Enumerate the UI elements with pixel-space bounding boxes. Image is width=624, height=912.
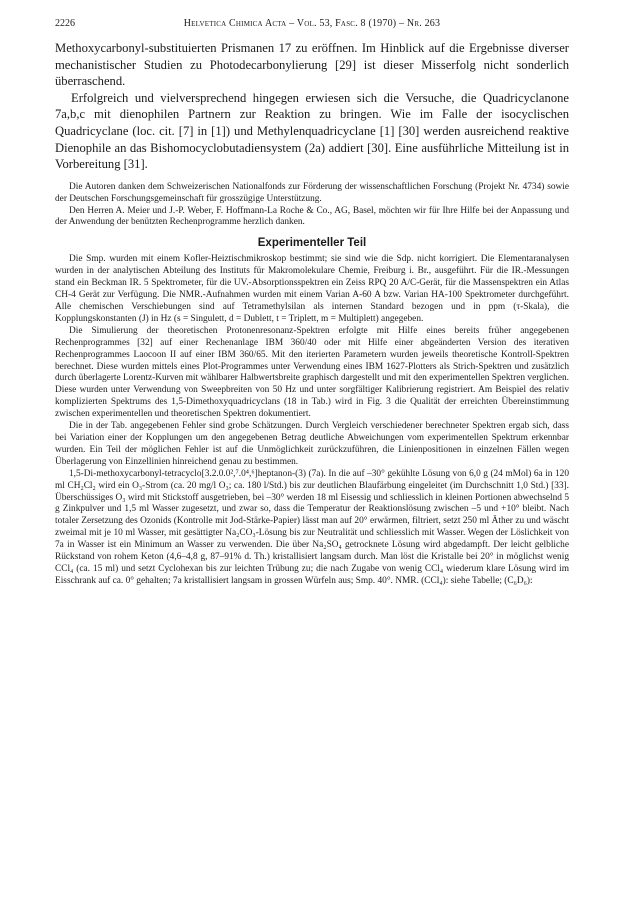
- acknowledgements-section: [55, 182, 569, 230]
- journal-title: Helvetica Chimica Acta – Vol. 53, Fasc. 8 (1970) – Nr. 263: [183, 18, 441, 29]
- page-number: 2226: [55, 18, 75, 29]
- running-header: [55, 18, 569, 34]
- experimental-paragraph-1: Die Smp. wurden mit einem Kofler-Heiztischmikroskop bestimmt; sie sind wie die Sdp. nicht korrigiert. Die Elementaranalysen wurden in der analytischen Abteilung des Instituts für Makromolekulare Chemie, Freiburg i. Br., ausgeführt. Für die IR.-Messungen stand ein Beckman IR. 5 Spektrometer, für die UV.-Absorptionsspektren ein Zeiss RPQ 20 A/C-Gerät, für die Massenspektren ein Atlas CH-4 Gerät zur Verfügung. Die NMR.-Aufnahmen wurden mit einem Varian A-60 A bzw. Varian HA-100 Spektrometer durchgeführt. Alle chemischen Verschiebungen sind auf Tetramethylsilan als internen Standard bezogen und in ppm (τ-Skala), die Kopplungskonstanten (J) in Hz (s = Singulett, d = Dublett, t = Triplett, m = Multiplett) angegeben.: [55, 254, 569, 324]
- intro-section: [55, 40, 569, 173]
- journal-page: [55, 18, 569, 588]
- experimental-paragraph-3: Die in der Tab. angegebenen Fehler sind grobe Schätzungen. Durch Vergleich verschiedener berechneter Spektren ergab sich, dass bei Variation einer der Kopplungen um den angegebenen Betrag deutliche Abweichungen vom experimentellen Spektrum erkennbar wurden. Ein Teil der möglichen Fehler ist auf die Unmöglichkeit zurückzuführen, die Linienpositionen in einzelnen Fällen wegen Überlagerung von Einzellinien hinreichend genau zu bestimmen.: [55, 421, 569, 467]
- experimental-paragraph-2: Die Simulierung der theoretischen Protonenresonanz-Spektren erfolgte mit Hilfe eines bereits früher angegebenen Rechenprogrammes [32] auf einer Rechenanlage IBM 360/40 oder mit Hilfe einer abgeänderten Version des iterativen Rechenprogrammes Laocoon II auf einer IBM 360/65. Mit den iterierten Parametern wurden jeweils theoretische Kontroll-Spektren berechnet. Diese wurden mittels eines Plot-Programmes unter Verwendung eines IBM 1627-Plotters als Strich-Spektren und zusätzlich durch überlagerte Lorentz-Kurven mit wählbarer Halbwertsbreite graphisch dargestellt und mit den experimentellen Spektren verglichen. Diese wurden unter Verwendung von Sweepbreiten von 50 Hz und unter sorgfältiger Kalibrierung registriert. Am Beispiel des relativ komplizierten Spektrums des 1,5-Dimethoxyquadricyclans (18 in Tab.) wird in Fig. 3 die Qualität der erreichten Übereinstimmung zwischen experimentellen und theoretischen Spektren dokumentiert.: [55, 325, 569, 420]
- intro-paragraph-1: Methoxycarbonyl-substituierten Prismanen 17 zu eröffnen. Im Hinblick auf die Ergebnisse diverser mechanistischer Studien zu Photodecarbonylierung [29] ist dieser Misserfolg nicht sonderlich überraschend.: [55, 41, 569, 89]
- experimental-section: [55, 254, 569, 587]
- acknowledgement-paragraph-2: Den Herren A. Meier und J.-P. Weber, F. Hoffmann-La Roche & Co., AG, Basel, möchten wir für Ihre Hilfe bei der Anpassung und der Anwendung der benützten Rechenprogramme herzlich danken.: [55, 205, 569, 228]
- experimental-paragraph-4: 1,5-Di-methoxycarbonyl-tetracyclo[3.2.0.0²,⁷.0⁴,⁶]heptanon-(3) (7a). In die auf –30° gekühlte Lösung von 6,0 g (24 mMol) 6a in 120 ml CH₂Cl₂ wird ein O₃-Strom (ca. 20 mg/l O₃; ca. 180 l/Std.) bis zur deutlichen Blaufärbung eingeleitet (im Durchschnitt 1,0 Std.) [33]. Überschüssiges O₃ wird mit Stickstoff ausgetrieben, bei –30° werden 18 ml Eisessig und schliesslich in kleinen Portionen abwechselnd 5 g Zinkpulver und 1,5 ml Wasser zugesetzt, und zwar so, dass die Temperatur der Reaktionslösung zwischen –5 und +10° bleibt. Nach totaler Zersetzung des Ozonids (Kontrolle mit Jod-Stärke-Papier) lässt man auf 20° erwärmen, filtriert, setzt 250 ml Äther zu und wäscht zweimal mit je 10 ml Wasser, mit gesättigter Na₂CO₃-Lösung bis zur Neutralität und schliesslich mit Wasser. Wegen der Löslichkeit von 7a in Wasser ist ein Minimum an Wasser zu verwenden. Die über Na₂SO₄ getrocknete Lösung wird abgedampft. Der leicht gelbliche Rückstand von rohem Keton (4,6–4,8 g, 87–91% d. Th.) kristallisiert langsam durch. Man löst die Kristalle bei 20° in möglichst wenig CCl₄ (ca. 15 ml) und setzt Cyclohexan bis zur leichten Trübung zu; die nach Zugabe von wenig CCl₄ wiederum klare Lösung wird im Eisschrank auf ca. 0° gehalten; 7a kristallisiert langsam in grossen Würfeln aus; Smp. 40°. NMR. (CCl₄): siehe Tabelle; (C₆D₆):: [55, 468, 569, 586]
- intro-paragraph-2: Erfolgreich und vielversprechend hingegen erwiesen sich die Versuche, die Quadricyclanone 7a,b,c mit dienophilen Partnern zur Reaktion zu bringen. Wie im Falle der isocyclischen Quadricyclane (loc. cit. [7] in [1]) und Methylenquadricyclane [1] [30] werden ausreichend reaktive Dienophile an das Bishomocyclobutadiensystem (2a) addiert [30]. Eine ausführliche Mitteilung ist in Vorbereitung [31].: [55, 90, 569, 172]
- acknowledgement-paragraph-1: Die Autoren danken dem Schweizerischen Nationalfonds zur Förderung der wissenschaftlichen Forschung (Projekt Nr. 4734) sowie der Deutschen Forschungsgemeinschaft für grosszügige Unterstützung.: [55, 181, 569, 204]
- section-heading-experimental: Experimenteller Teil: [257, 237, 367, 250]
